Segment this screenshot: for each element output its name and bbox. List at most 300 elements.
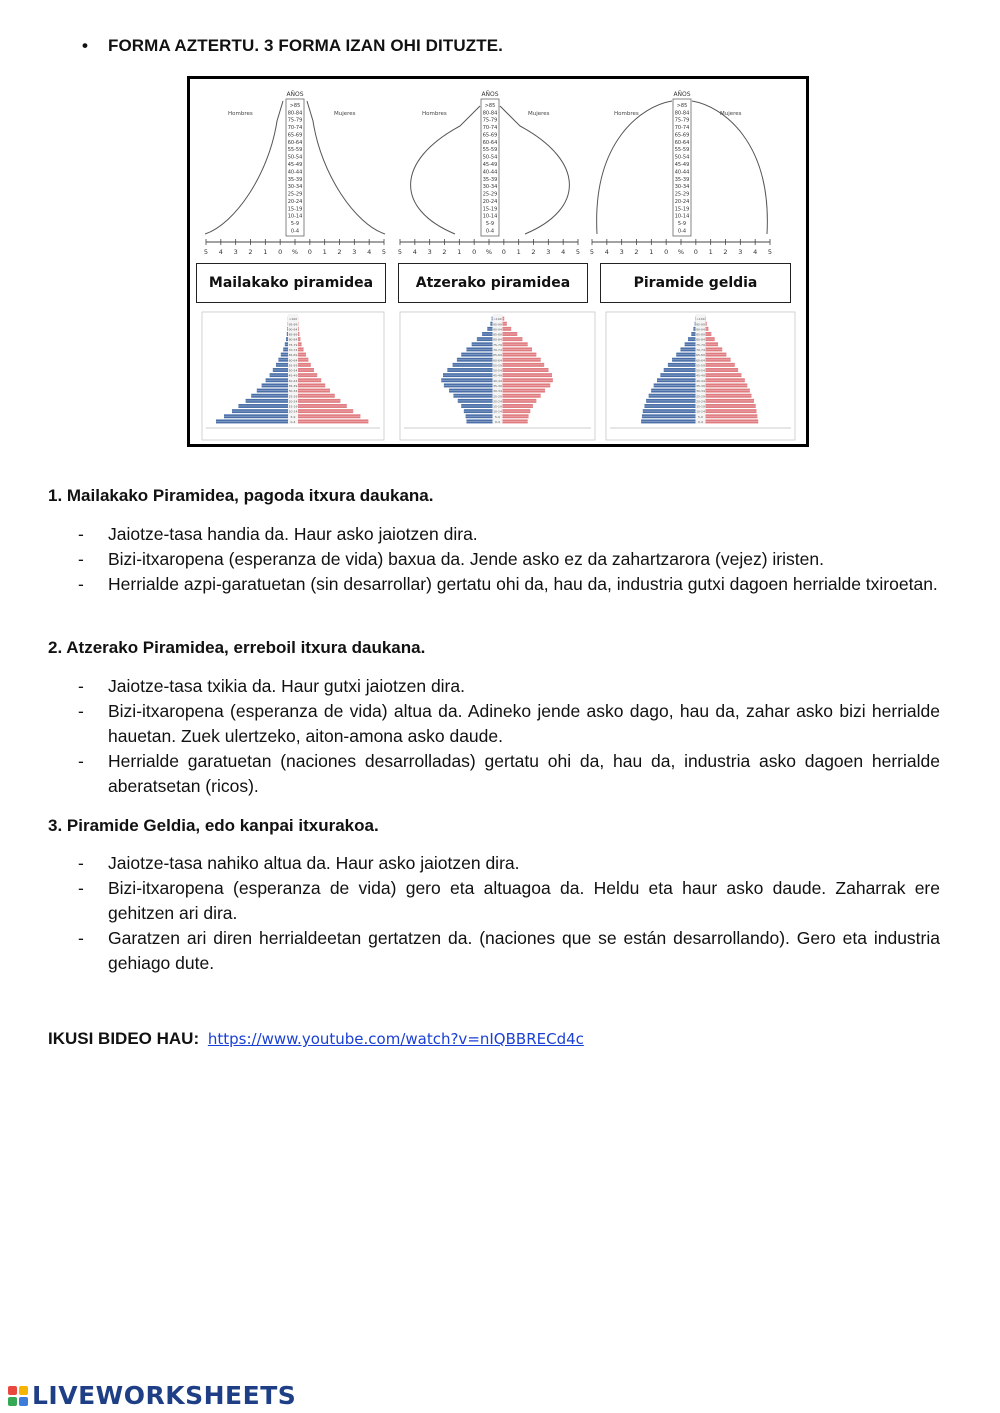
men-bar-stripe (643, 411, 696, 412)
liveworksheets-logo[interactable] (8, 1381, 296, 1410)
women-bar-stripe (503, 380, 553, 381)
women-bar-stripe (298, 354, 306, 355)
category-label: 15-19 (696, 404, 705, 409)
age-label: 45-49 (287, 162, 303, 169)
age-label: >85 (484, 102, 496, 109)
category-label: 80-84 (696, 337, 705, 342)
age-label: 75-79 (482, 117, 498, 124)
age-label: 20-24 (674, 198, 690, 205)
women-bar-stripe (298, 344, 302, 345)
category-label: 5-9 (495, 414, 500, 419)
logo-square (19, 1386, 28, 1395)
category-label: 50-54 (493, 368, 502, 373)
category-label: 20-24 (288, 399, 298, 404)
section-3-title: 3. Piramide Geldia, edo kanpai itxurakoa. (48, 816, 379, 835)
category-label: 45-49 (288, 373, 298, 378)
age-label: 80-84 (482, 110, 498, 117)
category-label: 30-34 (493, 389, 502, 394)
men-bar-stripe (688, 339, 696, 340)
category-label: 60-64 (288, 358, 298, 363)
men-bar-stripe (224, 416, 288, 417)
category-label: 10-14 (696, 409, 705, 414)
category-label: >100 (493, 317, 502, 322)
women-bar-stripe (706, 400, 755, 401)
list-dash: - (78, 853, 84, 873)
women-bar-stripe (503, 370, 549, 371)
category-label: 5-9 (698, 414, 703, 419)
men-bar-stripe (672, 359, 695, 360)
x-axis-tick-label: 5 (575, 248, 581, 256)
category-label: 95-99 (696, 322, 705, 327)
women-bar-stripe (298, 400, 340, 401)
category-label: 35-39 (493, 384, 502, 388)
list-dash: - (78, 574, 84, 594)
women-bar-stripe (503, 385, 551, 386)
women-bar-stripe (298, 411, 353, 412)
category-label: 75-79 (696, 342, 705, 347)
women-bar-stripe (298, 339, 300, 340)
category-label: 0-4 (495, 420, 500, 424)
men-bar-stripe (691, 334, 695, 335)
label-geldia: Piramide geldia (600, 263, 791, 303)
age-label: 50-54 (482, 154, 498, 161)
men-bar-stripe (487, 328, 492, 329)
men-bar-stripe (641, 421, 695, 422)
women-bar-stripe (503, 416, 529, 417)
women-bar-stripe (503, 395, 541, 396)
x-axis-tick-label: 2 (337, 248, 342, 256)
women-bar-stripe (706, 380, 745, 381)
category-label: 85-89 (696, 332, 705, 337)
list-item-text: Herrialde azpi-garatuetan (sin desarrollar) gertatu ohi da, hau da, industria gutxi dagoen herrialde txiroetan. (108, 574, 938, 594)
men-label: Hombres (228, 111, 253, 117)
category-label: 25-29 (288, 394, 298, 399)
men-bar-stripe (466, 416, 493, 417)
age-label: 60-64 (482, 139, 498, 146)
category-label: 30-34 (696, 389, 705, 394)
category-label: 25-29 (493, 394, 502, 399)
x-axis-tick-label: 5 (767, 248, 773, 256)
years-label: AÑOS (673, 91, 691, 98)
age-label: 5-9 (290, 221, 300, 228)
category-label: 60-64 (696, 358, 705, 363)
men-bar-stripe (251, 395, 288, 396)
women-bar-stripe (298, 421, 368, 422)
age-label: 0-4 (290, 228, 300, 235)
age-label: 30-34 (482, 184, 498, 191)
list-dash: - (78, 524, 84, 544)
age-label: 75-79 (674, 117, 690, 124)
category-label: 60-64 (493, 358, 502, 363)
age-label: >85 (289, 102, 301, 109)
category-label: 75-79 (288, 342, 298, 347)
age-label: 40-44 (287, 169, 303, 176)
men-bar-stripe (278, 359, 288, 360)
men-bar-stripe (477, 339, 493, 340)
age-label: 60-64 (674, 139, 690, 146)
men-bar-stripe (443, 375, 493, 376)
age-label: 15-19 (482, 206, 498, 213)
category-label: 20-24 (696, 399, 705, 404)
x-axis-tick-label: 2 (248, 248, 253, 256)
age-label: 10-14 (287, 213, 303, 220)
label-mailakako: Mailakako piramidea (196, 263, 386, 303)
section-3-list (78, 851, 940, 976)
list-dash: - (78, 751, 84, 771)
age-label: 65-69 (482, 132, 498, 139)
category-label: 80-84 (493, 337, 502, 342)
section-2-title: 2. Atzerako Piramidea, erreboil itxura daukana. (48, 638, 426, 657)
category-label: 40-44 (288, 378, 298, 383)
x-axis-tick-label: 3 (233, 248, 238, 256)
women-bar-stripe (298, 380, 321, 381)
men-bar-stripe (660, 375, 695, 376)
category-label: 35-39 (288, 384, 298, 388)
women-bar-stripe (706, 359, 731, 360)
women-bar-stripe (706, 411, 757, 412)
category-label: 90-94 (696, 327, 705, 332)
women-bar-stripe (503, 406, 533, 407)
video-link[interactable]: https://www.youtube.com/watch?v=nIQBBRECd4c (207, 1030, 584, 1048)
women-bar-stripe (503, 328, 512, 329)
women-bar-stripe (298, 359, 308, 360)
category-label: 50-54 (696, 368, 705, 373)
women-bar-stripe (298, 406, 347, 407)
x-axis-tick-label: % (677, 248, 685, 256)
age-label: 35-39 (674, 176, 690, 183)
category-label: >100 (288, 317, 298, 322)
men-bar-stripe (246, 400, 288, 401)
age-label: 25-29 (482, 191, 498, 198)
men-bar-stripe (281, 354, 288, 355)
women-bar-stripe (503, 400, 537, 401)
list-item (78, 547, 940, 572)
x-axis-tick-label: 3 (427, 248, 432, 256)
logo-text: LIVEWORKSHEETS (32, 1381, 297, 1410)
x-axis-tick-label: 4 (218, 248, 223, 256)
women-label: Mujeres (720, 111, 742, 117)
age-label: 50-54 (674, 154, 690, 161)
women-label: Mujeres (334, 111, 356, 117)
men-bar-stripe (447, 370, 492, 371)
age-label: 40-44 (674, 169, 690, 176)
pyramid-figure-svg (190, 79, 806, 444)
list-dash: - (78, 928, 84, 948)
category-label: 15-19 (493, 404, 502, 409)
category-label: 90-94 (493, 327, 502, 332)
women-bar-stripe (706, 375, 742, 376)
men-bar-stripe (276, 364, 288, 365)
women-bar-stripe (503, 375, 553, 376)
x-axis-tick-label: 0 (278, 248, 283, 256)
list-item (78, 851, 940, 876)
men-bar-stripe (654, 385, 696, 386)
age-label: 0-4 (677, 228, 687, 235)
age-label: 25-29 (674, 191, 690, 198)
women-bar-stripe (298, 416, 360, 417)
women-bar-stripe (503, 334, 518, 335)
category-label: 45-49 (493, 373, 502, 378)
list-item-text: Jaiotze-tasa nahiko altua da. Haur asko jaiotzen dira. (108, 853, 520, 873)
forma-heading-text: FORMA AZTERTU. 3 FORMA IZAN OHI DITUZTE. (108, 36, 503, 55)
category-label: 75-79 (493, 342, 502, 347)
category-label: 25-29 (696, 394, 705, 399)
category-label: 95-99 (493, 322, 502, 327)
women-bar-stripe (503, 411, 531, 412)
men-bar-stripe (453, 395, 492, 396)
age-label: 45-49 (674, 162, 690, 169)
age-label: >85 (676, 102, 688, 109)
men-bar-stripe (283, 349, 288, 350)
women-bar-stripe (706, 339, 715, 340)
x-axis-tick-label: 4 (753, 248, 758, 256)
category-label: 95-99 (288, 322, 298, 327)
age-label: 80-84 (287, 110, 303, 117)
pyramid-figure (187, 76, 809, 447)
category-label: 35-39 (696, 384, 705, 388)
men-bar-stripe (668, 364, 696, 365)
men-bar-stripe (466, 421, 492, 422)
forma-heading (82, 36, 503, 56)
age-label: 40-44 (482, 169, 498, 176)
category-label: 55-59 (493, 363, 502, 368)
x-axis-tick-label: 3 (738, 248, 743, 256)
men-bar-stripe (444, 385, 493, 386)
age-label: 0-4 (485, 228, 495, 235)
category-label: 10-14 (288, 409, 298, 414)
category-label: 15-19 (288, 404, 298, 409)
men-bar-stripe (492, 318, 493, 319)
women-bar-stripe (503, 318, 505, 319)
x-axis-tick-label: 1 (708, 248, 713, 256)
age-label: 70-74 (482, 125, 498, 132)
list-dash: - (78, 878, 84, 898)
list-item-text: Bizi-itxaropena (esperanza de vida) altua da. Adineko jende asko dago, hau da, zahar asko bizi herrialde hauetan. Zuek ulertzeko, aiton-amona asko daude. (108, 701, 940, 746)
men-bar-stripe (464, 411, 493, 412)
men-bar-stripe (270, 375, 288, 376)
women-bar-stripe (298, 349, 304, 350)
category-label: 80-84 (288, 337, 298, 342)
women-label: Mujeres (528, 111, 550, 117)
men-bar-stripe (441, 380, 492, 381)
age-label: 70-74 (287, 125, 303, 132)
men-bar-stripe (461, 354, 492, 355)
list-item (78, 699, 940, 749)
women-bar-stripe (298, 395, 335, 396)
women-bar-stripe (706, 364, 735, 365)
age-label: 50-54 (287, 154, 303, 161)
age-label: 60-64 (287, 139, 303, 146)
years-label: AÑOS (481, 91, 499, 98)
category-label: 65-69 (493, 353, 502, 358)
x-axis-tick-label: 0 (664, 248, 669, 256)
x-axis-tick-label: 3 (546, 248, 551, 256)
list-item (78, 876, 940, 926)
category-label: 45-49 (696, 373, 705, 378)
men-bar-stripe (262, 385, 288, 386)
x-axis-tick-label: 0 (307, 248, 312, 256)
age-label: 55-59 (482, 147, 498, 154)
x-axis-tick-label: 4 (561, 248, 566, 256)
women-bar-stripe (503, 364, 545, 365)
x-axis-tick-label: 2 (723, 248, 728, 256)
bullet-dot: • (82, 36, 89, 55)
category-label: 70-74 (696, 348, 705, 352)
x-axis-tick-label: 3 (619, 248, 624, 256)
men-label: Hombres (422, 111, 447, 117)
x-axis-tick-label: 1 (457, 248, 462, 256)
section-1-list (78, 522, 940, 597)
x-axis-tick-label: 3 (352, 248, 357, 256)
list-item-text: Jaiotze-tasa txikia da. Haur gutxi jaiotzen dira. (108, 676, 465, 696)
women-bar-stripe (298, 370, 314, 371)
women-bar-stripe (503, 323, 507, 324)
men-label: Hombres (614, 111, 639, 117)
women-bar-stripe (503, 339, 523, 340)
category-label: 85-89 (288, 332, 298, 337)
list-dash: - (78, 676, 84, 696)
list-item (78, 674, 940, 699)
x-axis-tick-label: 2 (531, 248, 536, 256)
category-label: 0-4 (290, 420, 296, 424)
men-bar-stripe (257, 390, 288, 391)
men-bar-stripe (285, 344, 288, 345)
x-axis-tick-label: 0 (501, 248, 506, 256)
category-label: 50-54 (288, 368, 298, 373)
men-bar-stripe (676, 354, 695, 355)
women-bar-stripe (503, 354, 537, 355)
category-label: 90-94 (288, 327, 298, 332)
age-label: 20-24 (287, 198, 303, 205)
list-dash: - (78, 549, 84, 569)
age-label: 30-34 (287, 184, 303, 191)
men-bar-stripe (238, 406, 288, 407)
men-bar-stripe (461, 406, 492, 407)
logo-square (8, 1386, 17, 1395)
x-axis-tick-label: 4 (412, 248, 417, 256)
age-label: 30-34 (674, 184, 690, 191)
video-label: IKUSI BIDEO HAU: (48, 1029, 200, 1048)
men-bar-stripe (472, 344, 493, 345)
women-bar-stripe (706, 318, 707, 319)
list-item-text: Herrialde garatuetan (naciones desarrolladas) gertatu ohi da, hau da, industria asko dagoen herrialde aberatsetan (ricos). (108, 751, 940, 796)
category-label: 65-69 (696, 353, 705, 358)
label-atzerako: Atzerako piramidea (398, 263, 588, 303)
women-bar-stripe (706, 323, 707, 324)
women-bar-stripe (503, 344, 528, 345)
age-label: 55-59 (674, 147, 690, 154)
men-bar-stripe (685, 344, 696, 345)
category-label: 30-34 (288, 389, 298, 394)
x-axis-tick-label: 4 (604, 248, 609, 256)
list-item-text: Bizi-itxaropena (esperanza de vida) baxua da. Jende asko ez da zahartzarora (vejez) iristen. (108, 549, 824, 569)
x-axis-tick-label: 4 (367, 248, 372, 256)
x-axis-tick-label: 2 (442, 248, 447, 256)
section-2-list (78, 674, 940, 799)
age-label: 55-59 (287, 147, 303, 154)
category-label: 20-24 (493, 399, 502, 404)
logo-square (19, 1397, 28, 1406)
x-axis-tick-label: 1 (322, 248, 327, 256)
logo-grid-icon (8, 1386, 28, 1406)
women-bar-stripe (298, 390, 330, 391)
women-bar-stripe (706, 385, 748, 386)
category-label: 10-14 (493, 409, 502, 414)
x-axis-tick-label: 1 (263, 248, 268, 256)
men-bar-stripe (646, 400, 695, 401)
age-label: 5-9 (677, 221, 687, 228)
men-bar-stripe (273, 370, 288, 371)
men-bar-stripe (449, 390, 492, 391)
age-label: 5-9 (485, 221, 495, 228)
age-label: 15-19 (674, 206, 690, 213)
x-axis-tick-label: 5 (589, 248, 595, 256)
list-item-text: Garatzen ari diren herrialdeetan gertatzen da. (naciones que se están desarrollando). Gero eta industria gehiago dute. (108, 928, 940, 973)
age-label: 65-69 (674, 132, 690, 139)
category-label: 40-44 (696, 378, 705, 383)
x-axis-tick-label: 1 (516, 248, 521, 256)
x-axis-tick-label: 2 (634, 248, 639, 256)
x-axis-tick-label: 0 (472, 248, 477, 256)
men-bar-stripe (680, 349, 695, 350)
age-label: 45-49 (482, 162, 498, 169)
men-bar-stripe (466, 349, 492, 350)
men-bar-stripe (651, 390, 695, 391)
men-bar-stripe (453, 364, 493, 365)
category-label: 55-59 (288, 363, 298, 368)
women-bar-stripe (298, 375, 317, 376)
x-axis-tick-label: 5 (381, 248, 387, 256)
women-bar-stripe (706, 328, 709, 329)
age-label: 10-14 (482, 213, 498, 220)
age-label: 35-39 (287, 176, 303, 183)
years-label: AÑOS (286, 91, 304, 98)
age-label: 70-74 (674, 125, 690, 132)
women-bar-stripe (298, 334, 299, 335)
women-bar-stripe (503, 390, 546, 391)
list-item (78, 522, 940, 547)
x-axis-tick-label: 0 (693, 248, 698, 256)
men-bar-stripe (644, 406, 695, 407)
x-axis-tick-label: 1 (649, 248, 654, 256)
x-axis-tick-label: % (485, 248, 493, 256)
women-bar-stripe (503, 359, 541, 360)
list-item (78, 749, 940, 799)
women-bar-stripe (706, 344, 719, 345)
age-label: 15-19 (287, 206, 303, 213)
category-label: 85-89 (493, 332, 502, 337)
men-bar-stripe (232, 411, 288, 412)
women-bar-stripe (706, 390, 750, 391)
category-label: 70-74 (493, 348, 502, 352)
men-bar-stripe (664, 370, 696, 371)
age-label: 35-39 (482, 176, 498, 183)
men-bar-stripe (649, 395, 696, 396)
list-dash: - (78, 701, 84, 721)
men-bar-stripe (266, 380, 288, 381)
category-label: >100 (696, 317, 705, 322)
category-label: 65-69 (288, 353, 298, 358)
men-bar-stripe (458, 400, 493, 401)
category-label: 5-9 (290, 414, 296, 419)
women-bar-stripe (706, 370, 739, 371)
category-label: 40-44 (493, 378, 502, 383)
women-bar-stripe (706, 406, 756, 407)
women-bar-stripe (503, 421, 528, 422)
list-item-text: Bizi-itxaropena (esperanza de vida) gero eta altuagoa da. Heldu eta haur asko daude. Zaharrak ere gehitzen ari dira. (108, 878, 940, 923)
age-label: 75-79 (287, 117, 303, 124)
list-item-text: Jaiotze-tasa handia da. Haur asko jaiotzen dira. (108, 524, 478, 544)
